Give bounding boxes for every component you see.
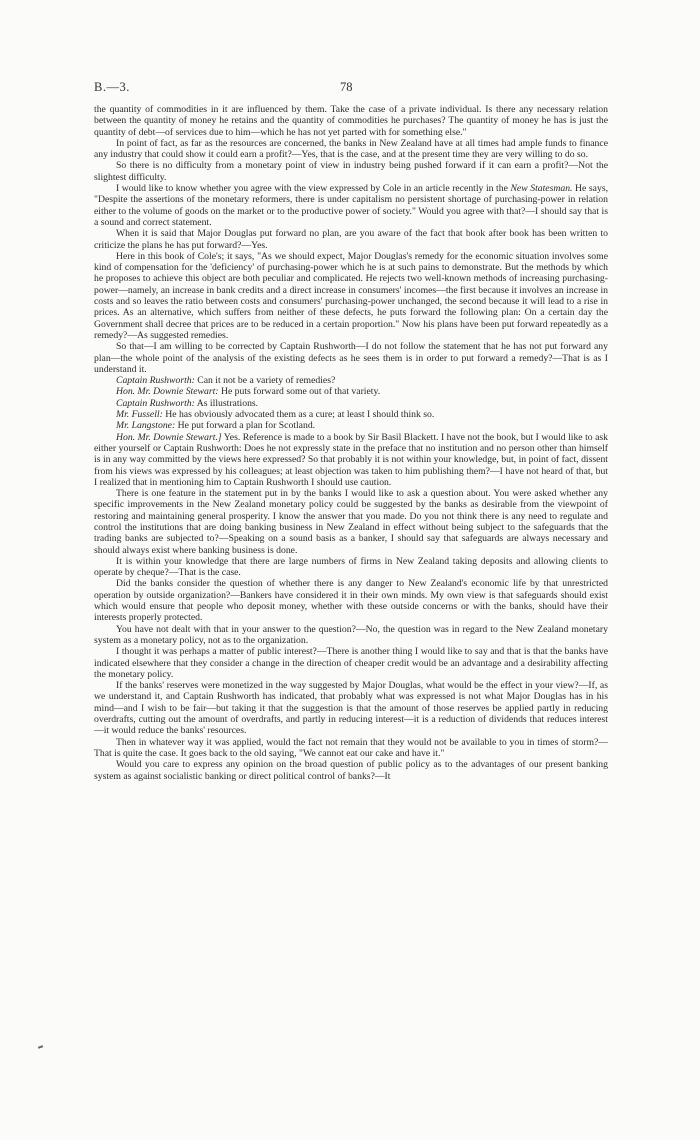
paragraph-16: Did the banks consider the question of whether there is any danger to New Zealand's economic life by that unrestricted operation by outside organization?—Bankers have considered it in their own minds. My own view is that safeguards should exist which would ensure that people who deposit money, whether with these outside concerns or with the banks, should have their interests properly protected. xyxy=(94,578,608,624)
paragraph-4-text-rest: He says, "Despite the assertions of the monetary reformers, there is under capitalism no persistent shortage of purchasing-power in relation either to the volume of goods on the market or to the productive power of society." Would you agree with that?—I should say that is a sound and correct statement. xyxy=(94,183,609,228)
page-number: 78 xyxy=(340,80,353,94)
speaker-remark: Yes. Reference is made to a book by Sir Basil Blackett. I have not the book, but I would like to ask either yourself or Captain Rushworth: Does he not expressly state in the preface that no institution and no person other than himself is in any way committed by the views here expressed? So that probably it is not within your knowledge, but, in point of fact, dissent from his views was expressed by his colleagues; at least objection was taken to him publishing them?—I have not heard of that, but I realized that in mentioning him to Captain Rushworth I should use caution. xyxy=(94,431,608,488)
paragraph-19: If the banks' reserves were monetized in the way suggested by Major Douglas, what would be the effect in your view?—If, as we understand it, and Captain Rushworth has indicated, that probably what was expressed is not what Major Douglas has in his mind—and I wish to be fair—but taking it that the suggestion is that the amount of those reserves be applied partly in reducing overdrafts, cutting out the amount of overdrafts, and partly in reducing interest—it is a reduction of dividends that reduces interest—it would reduce the banks' resources. xyxy=(94,680,608,737)
paragraph-2: In point of fact, as far as the resources are concerned, the banks in New Zealand have at all times had ample funds to finance any industry that could show it could earn a profit?—Yes, that is the case, and at the present time they are very willing to do so. xyxy=(94,137,608,161)
speaker-remark: He put forward a plan for Scotland. xyxy=(175,420,316,432)
speaker-name: Captain Rushworth: xyxy=(116,397,195,409)
speaker-remark: He puts forward some out of that variety. xyxy=(218,386,381,398)
speaker-name: Hon. Mr. Downie Stewart.] xyxy=(116,431,222,443)
paragraph-20: Then in whatever way it was applied, would the fact not remain that they would not be available to you in times of storm?—That is quite the case. It goes back to the old saying, "We cannot eat our cake and have it." xyxy=(94,736,608,759)
speaker-name: Mr. Fussell: xyxy=(116,409,163,421)
paragraph-14: There is one feature in the statement put in by the banks I would like to ask a question about. You were asked whether any specific improvements in the New Zealand monetary policy could be suggested by the banks as desirable from the viewpoint of restoring and maintaining general prosperity. I know the answer that you made. Do you not think there is any need to regulate and control the institutions that are doing banking business in New Zealand in effect without being subject to the safeguards that the trading banks are subjected to?—Speaking on a sound basis as a banker, I should say that safeguards are always necessary and should always exist where banking business is done. xyxy=(94,488,608,556)
paragraph-4 xyxy=(94,183,608,228)
speaker-remark: He has obviously advocated them as a cure; at least I should think so. xyxy=(162,409,435,421)
paragraph-4-text: I would like to know whether you agree with the view expressed by Cole in an article recently in the xyxy=(116,183,511,195)
speaker-line-3 xyxy=(94,398,608,409)
speaker-remark: Can it not be a variety of remedies? xyxy=(194,375,336,387)
paragraph-15: It is within your knowledge that there are large numbers of firms in New Zealand taking deposits and allowing clients to operate by cheque?—That is the case. xyxy=(94,555,608,579)
speaker-line-1 xyxy=(94,375,608,386)
paragraph-21: Would you care to express any opinion on the broad question of public policy as to the advantages of our present banking system as against socialistic banking or direct political control of banks?—It xyxy=(94,759,608,782)
speaker-line-5 xyxy=(94,420,608,431)
paragraph-5: When it is said that Major Douglas put forward no plan, are you aware of the fact that book after book has been written to criticize the plans he has put forward?—Yes. xyxy=(94,228,608,251)
paragraph-18: I thought it was perhaps a matter of public interest?—There is another thing I would like to say and that is that the banks have indicated elsewhere that they consider a change in the direction of cheaper credit would be an advantage and a desirability affecting the monetary policy. xyxy=(94,646,608,680)
margin-mark xyxy=(38,1045,43,1049)
speaker-line-4 xyxy=(94,409,608,420)
speaker-line-6 xyxy=(94,432,608,488)
speaker-name: Hon. Mr. Downie Stewart: xyxy=(116,386,219,398)
publication-title: New Statesman. xyxy=(510,183,573,195)
paragraph-6: Here in this book of Cole's; it says, "As we should expect, Major Douglas's remedy for the economic situation involves some kind of compensation for the 'deficiency' of purchasing-power which he is at such pains to demonstrate. But the methods by which he proposes to achieve this object are both peculiar and complicated. He rejects two well-known methods of increasing purchasing-power—namely, an increase in bank credits and a direct increase in consumers' incomes—the first because it involves an increase in costs and so leaves the ratio between costs and consumers' purchasing-power unchanged, the second because it will lead to a rise in prices. As an alternative, which suffers from neither of these defects, he puts forward the following plan: On a certain day the Government shall decree that prices are to be reduced in a certain proportion." Now his plans have been put forward repeatedly as a remedy?—As suggested remedies. xyxy=(94,250,608,341)
speaker-remark: As illustrations. xyxy=(194,397,259,409)
speaker-line-2 xyxy=(94,386,608,397)
paragraph-3: So there is no difficulty from a monetary point of view in industry being pushed forward if it can earn a profit?—Not the slightest difficulty. xyxy=(94,160,608,183)
paragraph-17: You have not dealt with that in your answer to the question?—No, the question was in regard to the New Zealand monetary system as a monetary policy, not as to the organization. xyxy=(94,623,608,646)
paragraph-1: the quantity of commodities in it are influenced by them. Take the case of a private individual. Is there any necessary relation between the quantity of money he retains and the quantity of commodities he purchases? The quantity of money he has is just the quantity of debt—of services due to him—which he has not yet parted with for something else." xyxy=(94,104,608,138)
speaker-name: Mr. Langstone: xyxy=(116,420,176,432)
body-text xyxy=(94,104,608,782)
document-reference: B.—3. xyxy=(94,80,130,94)
page-header xyxy=(94,80,604,96)
speaker-name: Captain Rushworth: xyxy=(116,375,195,387)
paragraph-7: So that—I am willing to be corrected by Captain Rushworth—I do not follow the statement that he has not put forward any plan—the whole point of the analysis of the existing defects as he sees them is in order to put forward a remedy?—That is as I understand it. xyxy=(94,341,608,375)
